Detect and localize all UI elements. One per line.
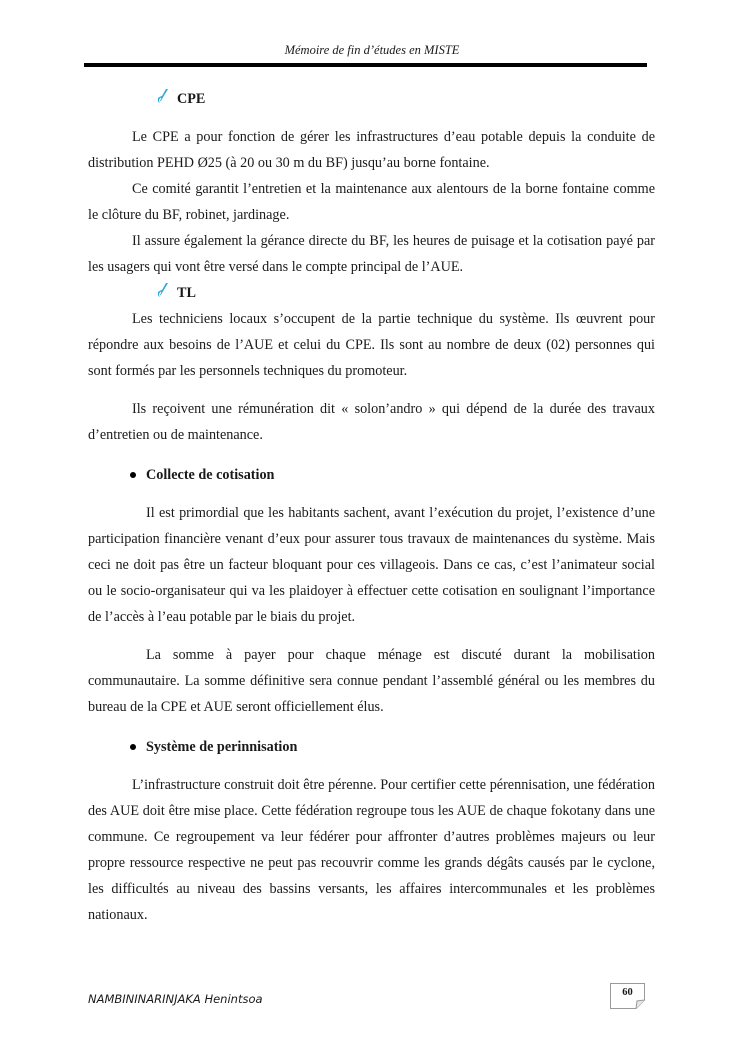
bullet-dot-icon (130, 472, 136, 478)
cpe-heading-text: CPE (177, 91, 206, 107)
header-rule (84, 63, 647, 67)
cpe-paragraph-1: Le CPE a pour fonction de gérer les infrastructures d’eau potable depuis la conduite de distribution PEHD Ø25 (à 20 ou 30 m du BF) jusqu’au borne fontaine. (88, 129, 655, 171)
collecte-heading-text: Collecte de cotisation (146, 467, 275, 483)
perennisation-heading-text: Système de perinnisation (146, 739, 298, 755)
page-body (88, 86, 655, 928)
teardrop-bullet-icon (157, 89, 169, 105)
cpe-paragraph-2: Ce comité garantit l’entretien et la maintenance aux alentours de la borne fontaine comme le clôture du BF, robinet, jardinage. (88, 181, 655, 223)
collecte-heading (88, 462, 655, 488)
collecte-paragraph-1: Il est primordial que les habitants sachent, avant l’exécution du projet, l’existence d’une participation financière venant d’eux pour assurer tous travaux de maintenances du système. Mais ceci ne doit pas être un facteur bloquant pour ces villageois. Dans ce cas, c’est l’animateur social ou le socio-organisateur qui va les plaidoyer à effectuer cette cotisation en soulignant l’importance de l’accès à l’eau potable par le biais du projet. (88, 505, 655, 625)
bullet-dot-icon (130, 744, 136, 750)
teardrop-bullet-icon (157, 283, 169, 299)
tl-heading-text: TL (177, 285, 196, 301)
footer-author: NAMBININARINJAKA Henintsoa (88, 992, 263, 1006)
perennisation-paragraph-1: L’infrastructure construit doit être pérenne. Pour certifier cette pérennisation, une fédération des AUE doit être mise place. Cette fédération regroupe tous les AUE de chaque fokotany dans une commune. Ce regroupement va leur fédérer pour affronter d’autres problèmes majeurs ou leur propre ressource respective ne peut pas recouvrir comme les grands dégâts causés par le cyclone, les difficultés au niveau des bassins versants, les affaires intercommunales et les problèmes nationaux. (88, 777, 655, 923)
running-header: Mémoire de fin d’études en MISTE (284, 43, 460, 57)
tl-heading (88, 280, 655, 306)
collecte-paragraph-2: La somme à payer pour chaque ménage est discuté durant la mobilisation communautaire. La somme définitive sera connue pendant l’assemblé général ou les membres du bureau de la CPE et AUE seront officiellement élus. (88, 647, 655, 715)
cpe-paragraph-3: Il assure également la gérance directe du BF, les heures de puisage et la cotisation payé par les usagers qui vont être versé dans le compte principal de l’AUE. (88, 233, 655, 275)
tl-paragraph-2: Ils reçoivent une rémunération dit « solon’andro » qui dépend de la durée des travaux d’entretien ou de maintenance. (88, 401, 655, 443)
cpe-heading (88, 86, 655, 112)
tl-paragraph-1: Les techniciens locaux s’occupent de la partie technique du système. Ils œuvrent pour répondre aux besoins de l’AUE et celui du CPE. Ils sont au nombre de deux (02) personnes qui sont formés par les personnels techniques du promoteur. (88, 311, 655, 379)
page-number: 60 (622, 987, 633, 998)
perennisation-heading (88, 734, 655, 760)
